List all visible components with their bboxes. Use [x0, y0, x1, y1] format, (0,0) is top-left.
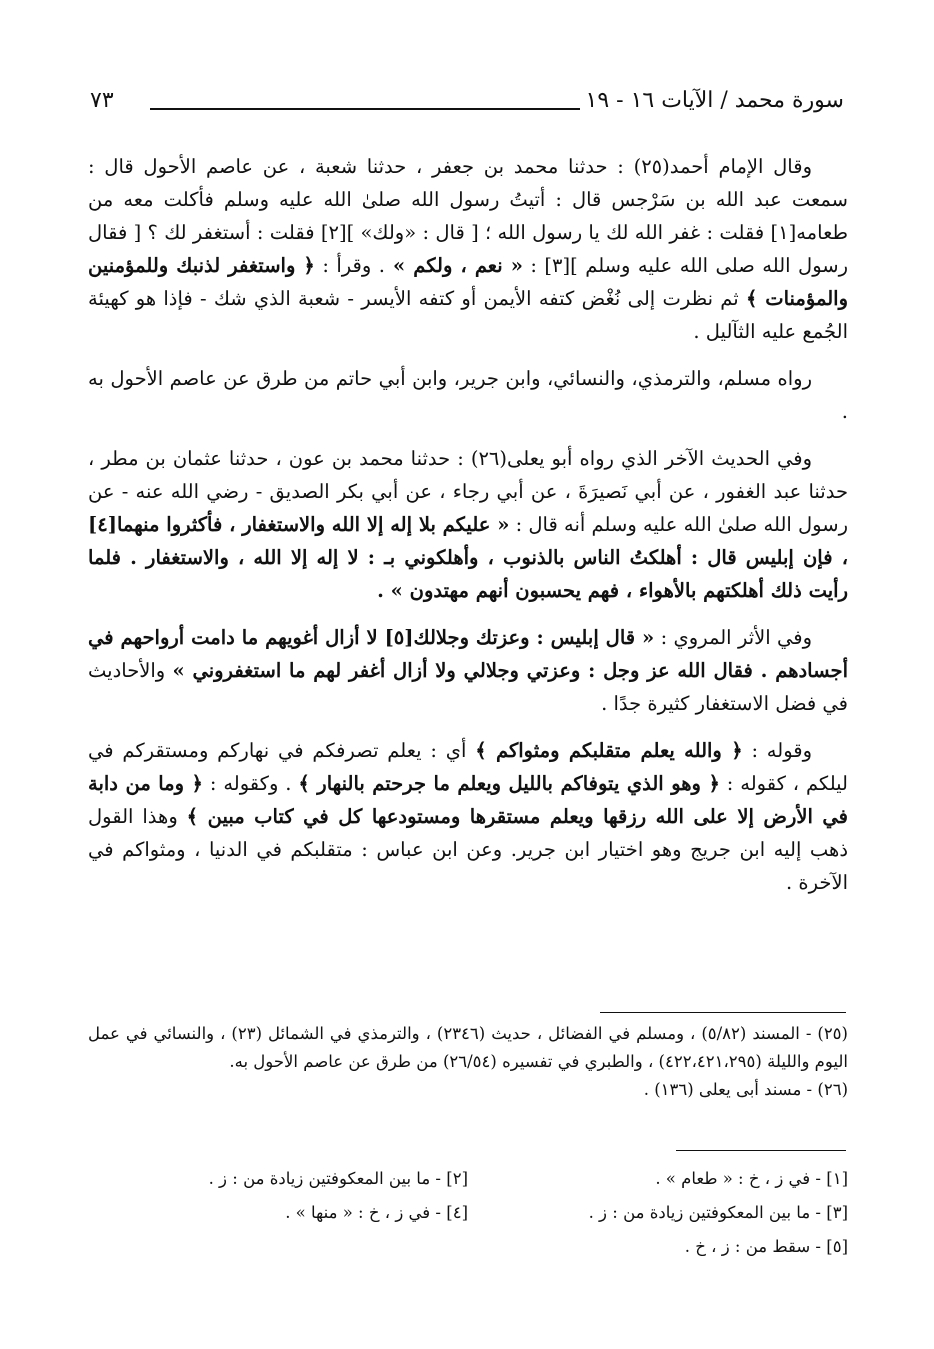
- quoted-text: « قال إبليس : وعزتك وجلالك[٥] لا أزال أغويهم ما دامت أرواحهم في أجسادهم . فقال الله عز وجل : وعزتي وجلالي ولا أزال أغفر لهم ما استغفروني »: [88, 626, 848, 682]
- editor-notes: [88, 1162, 848, 1264]
- editor-note: [٥] - سقط من : ز ، خ .: [684, 1237, 848, 1256]
- footnotes: [88, 1020, 848, 1104]
- text-run: وفي الحديث الآخر الذي رواه أبو يعلى(٢٦) : حدثنا محمد بن عون ، حدثنا عثمان بن مطر ، حدثنا عبد الغفور ، عن أبي نَصيرَةَ ، عن أبي رجاء ، عن أبي بكر الصديق - رضي الله عنه - عن رسول الله صلىٰ الله عليه وسلم أنه قال :: [88, 447, 849, 536]
- paragraph: [88, 734, 848, 899]
- text-run: وقال الإمام أحمد(٢٥) : حدثنا محمد بن جعفر ، حدثنا شعبة ، عن عاصم الأحول قال : سمعت عبد الله بن سَرْجس قال : أتيتُ رسول الله صلىٰ الله عليه وسلم فأكلت معه من طعامه[١] فقلت : غفر الله لك يا رسول الله ؛ [ قال : «ولك» ][٢] فقلت : أستغفر لك ؟ [ فقال رسول الله صلى الله عليه وسلم ][٣] :: [88, 155, 849, 277]
- quoted-text: ﴿ وما من دابة في الأرض إلا على الله رزقها ويعلم مستقرها ومستودعها كل في كتاب مبين ﴾: [88, 772, 848, 828]
- text-run: وفي الأثر المروي :: [654, 626, 813, 649]
- text-run: وقوله :: [742, 739, 813, 762]
- paragraph: [88, 442, 848, 607]
- page-header: [90, 88, 844, 124]
- footnote-separator: [600, 1012, 846, 1013]
- editor-note: [٣] - ما بين المعكوفتين زيادة من : ز .: [588, 1203, 848, 1222]
- footnote: (٢٦) - مسند أبى يعلى (١٣٦) .: [643, 1080, 848, 1099]
- paragraph: [88, 621, 848, 720]
- running-title: سورة محمد / الآيات ١٦ - ١٩: [585, 88, 844, 113]
- notes-row: [88, 1230, 848, 1264]
- quoted-text: « نعم ، ولكم »: [384, 254, 523, 277]
- main-text: [88, 150, 848, 913]
- text-run: . وكقوله :: [202, 772, 299, 795]
- editor-note: [٤] - في ز ، خ : « منها » .: [285, 1203, 468, 1222]
- text-run: . وقرأ :: [314, 254, 385, 277]
- quoted-text: ﴿ والله يعلم متقلبكم ومثواكم ﴾: [475, 739, 743, 762]
- text-run: والأحاديث في فضل الاستغفار كثيرة جدًا .: [88, 659, 848, 715]
- paragraph: [88, 362, 848, 428]
- notes-row: [88, 1196, 848, 1230]
- notes-separator: [676, 1150, 846, 1151]
- text-run: ثم نظرت إلى نُغْض كتفه الأيمن أو كتفه الأيسر - شعبة الذي شك - فإذا هو كهيئة الجُمع عليه الثآليل .: [88, 287, 848, 343]
- text-run: وهذا القول ذهب إليه ابن جريج وهو اختيار ابن جرير. وعن ابن عباس : متقلبكم في الدنيا ، ومثواكم في الآخرة .: [88, 805, 848, 894]
- paragraph: [88, 150, 848, 348]
- quoted-text: « عليكم بلا إله إلا الله والاستغفار ، فأكثروا منهما[٤] ، فإن إبليس قال : أهلكتُ الناس بالذنوب ، وأهلكوني بـ : لا إله إلا الله ، والاستغفار . فلما رأيت ذلك أهلكتهم بالأهواء ، فهم يحسبون أنهم مهتدون » .: [88, 513, 848, 602]
- header-rule: [150, 108, 580, 110]
- footnote: (٢٥) - المسند (٥/٨٢) ، ومسلم في الفضائل ، حديث (٢٣٤٦) ، والترمذي في الشمائل (٢٣) ، والنسائي في عمل اليوم والليلة (٤٢٢،٤٢١،٢٩٥) ، والطبري في تفسيره (٢٦/٥٤) من طرق عن عاصم الأحول به.: [88, 1024, 848, 1071]
- page-number: ٧٣: [90, 88, 114, 113]
- quoted-text: ﴿ واستغفر لذنبك وللمؤمنين والمؤمنات ﴾: [88, 254, 849, 310]
- text-run: أي : يعلم تصرفكم في نهاركم ومستقركم في ليلكم ، كقوله :: [88, 739, 848, 795]
- quoted-text: ﴿ وهو الذي يتوفاكم بالليل ويعلم ما جرحتم بالنهار ﴾: [298, 772, 720, 795]
- editor-note: [١] - في ز ، خ : « طعام » .: [655, 1169, 848, 1188]
- editor-note: [٢] - ما بين المعكوفتين زيادة من : ز .: [208, 1169, 468, 1188]
- notes-row: [88, 1162, 848, 1196]
- text-run: رواه مسلم، والترمذي، والنسائي، وابن جرير، وابن أبي حاتم من طرق عن عاصم الأحول به .: [88, 367, 848, 423]
